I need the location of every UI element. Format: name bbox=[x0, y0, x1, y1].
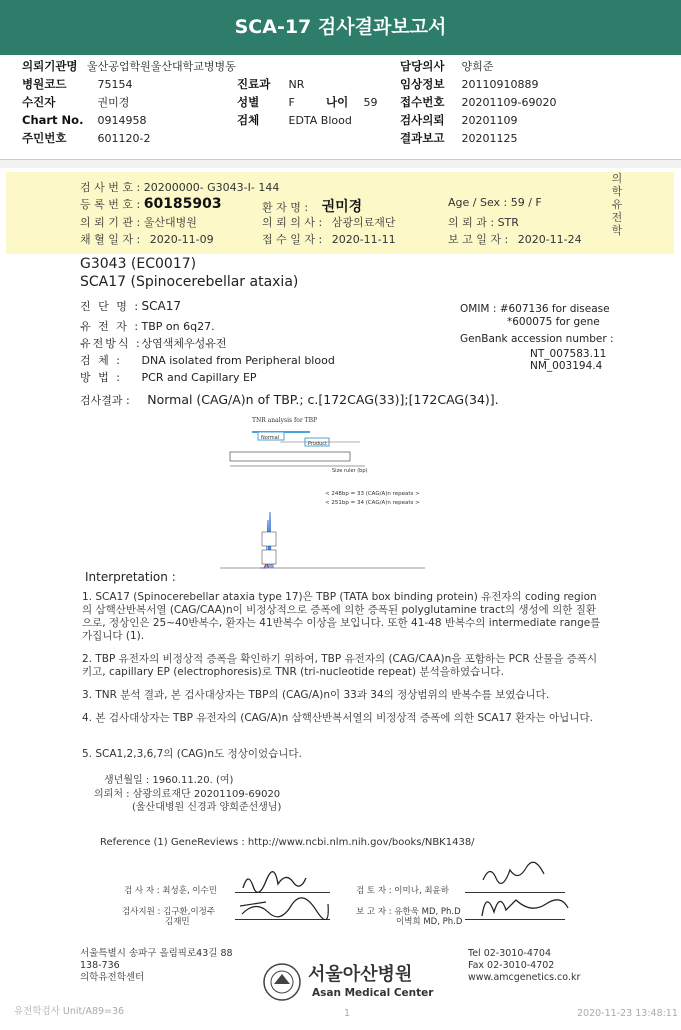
address-line-3: 의학유전학센터 bbox=[80, 972, 145, 983]
hospital-name-kr: 서울아산병원 bbox=[308, 964, 413, 985]
figure-title: TNR analysis for TBP bbox=[252, 417, 318, 424]
report-title-bar bbox=[0, 0, 681, 55]
omim-label: OMIM : bbox=[460, 303, 497, 315]
test-code: G3043 (EC0017) bbox=[80, 256, 197, 272]
exam-no-value: 20200000- G3043-I- 144 bbox=[143, 181, 280, 194]
age-label: 나이 bbox=[326, 95, 349, 109]
accession-label: 접수번호 bbox=[400, 95, 445, 109]
gene-label: 유 전 자 : bbox=[80, 320, 141, 333]
receive-value: 2020-11-11 bbox=[331, 233, 396, 246]
scanned-report bbox=[0, 168, 681, 1030]
chart-value: 0914958 bbox=[97, 114, 147, 127]
report-title: SCA-17 검사결과보고서 bbox=[234, 16, 447, 38]
sca-gene-bar bbox=[230, 452, 350, 461]
genbank-label: GenBank accession number : bbox=[460, 333, 614, 345]
mode-value: 상염색체우성유전 bbox=[141, 337, 227, 350]
specimen-value: EDTA Blood bbox=[288, 114, 352, 127]
page-number: 1 bbox=[344, 1008, 351, 1019]
address-line-2: 138-736 bbox=[80, 960, 120, 971]
peak-label-2 bbox=[262, 550, 276, 564]
dept-value: NR bbox=[288, 78, 305, 91]
reporter: 보 고 자 : 유한욱 MD, Ph.D bbox=[356, 907, 461, 917]
interpretation-1: 1. SCA17 (Spinocerebellar ataxia type 17)은 TBP (TATA box binding protein) 유전자의 coding region 의 삼핵산반복서열 (CAG/CAA)n이 비정상적으로 증폭에 의한 증폭된 polyglutamine tract의 생성에 의한 질환으로, 정상인은 25~40반복수, 환자는 41반복수 이상을 보입니다. 또한 41-48 반복수의 intermediate range를 가집니다 (1). bbox=[82, 591, 601, 642]
institution-label: 의뢰기관명 bbox=[22, 59, 78, 73]
specimen-label: 검체 bbox=[237, 113, 260, 127]
requester: 의뢰처 : 삼광의료재단 20201109-69020 bbox=[94, 789, 281, 800]
clinical-value: 20110910889 bbox=[461, 78, 539, 91]
repeat-annotation-2: < 251bp = 34 (CAG/A)n repeats > bbox=[325, 500, 420, 506]
birth-date: 생년월일 : 1960.11.20. (여) bbox=[104, 775, 234, 786]
requester-detail: (울산대병원 신경과 양희준선생님) bbox=[132, 802, 282, 813]
sample-value: DNA isolated from Peripheral blood bbox=[141, 354, 335, 367]
age-value: 59 bbox=[363, 96, 378, 109]
phone: Tel 02-3010-4704 bbox=[468, 948, 551, 959]
genbank-2: NM_003194.4 bbox=[530, 360, 603, 372]
reg-no-label: 등 록 번 호 : bbox=[80, 198, 141, 211]
request-label: 검사의뢰 bbox=[400, 113, 445, 127]
interpretation-5: 5. SCA1,2,3,6,7의 (CAG)n도 정상이었습니다. bbox=[82, 748, 302, 760]
age-sex: Age / Sex : 59 / F bbox=[448, 196, 542, 209]
reg-no-value: 60185903 bbox=[143, 196, 222, 212]
print-timestamp: 2020-11-23 13:48:11 bbox=[577, 1008, 678, 1019]
supervisor-2: 김재민 bbox=[165, 917, 190, 927]
patient-label: 수진자 bbox=[22, 95, 56, 109]
gene-value: TBP on 6q27. bbox=[141, 320, 215, 333]
report-date-label: 결과보고 bbox=[400, 131, 445, 145]
clinical-label: 임상정보 bbox=[400, 77, 445, 91]
collect-label: 채 혈 일 자 : bbox=[80, 233, 141, 246]
method-value: PCR and Capillary EP bbox=[141, 371, 257, 384]
req-inst-label: 의 뢰 기 관 : bbox=[80, 216, 141, 229]
interpretation-4: 4. 본 검사대상자는 TBP 유전자의 (CAG/A)n 삼핵산반복서열의 비정상적 증폭에 의한 SCA17 환자는 아닙니다. bbox=[82, 712, 593, 724]
dept-label: 진료과 bbox=[237, 77, 271, 91]
test-name: SCA17 (Spinocerebellar ataxia) bbox=[80, 274, 299, 290]
resident-value: 601120-2 bbox=[97, 132, 151, 145]
sample-label: 검 체 : bbox=[80, 354, 122, 367]
interpretation-2: 2. TBP 유전자의 비정상적 증폭을 확인하기 위하여, TBP 유전자의 (CAG/CAA)n을 포함하는 PCR 산물을 증폭시키고, capillary EP (electrophoresis)로 TNR (tri-nucleotide repeat) 분석을하였습니다. bbox=[82, 653, 598, 678]
result-label: 검사결과 : bbox=[80, 394, 130, 407]
dx-value: SCA17 bbox=[141, 299, 181, 313]
ward-value: STR bbox=[497, 216, 519, 229]
patient-value: 권미경 bbox=[97, 96, 130, 109]
omim-disease: #607136 for disease bbox=[499, 303, 610, 315]
hospital-code-label: 병원코드 bbox=[22, 77, 67, 91]
patient-name-label: 환 자 명 : bbox=[262, 201, 309, 214]
patient-header bbox=[0, 55, 681, 160]
receive-label: 접 수 일 자 : bbox=[262, 233, 323, 246]
resident-label: 주민번호 bbox=[22, 131, 67, 145]
examiner-signature bbox=[238, 866, 308, 894]
asan-foundation-logo bbox=[262, 962, 302, 1002]
request-value: 20201109 bbox=[461, 114, 518, 127]
req-inst-value: 울산대병원 bbox=[143, 216, 197, 229]
mode-label: 유전방식 : bbox=[80, 337, 142, 350]
method-label: 방 법 : bbox=[80, 371, 122, 384]
reference: Reference (1) GeneReviews : http://www.ncbi.nlm.nih.gov/books/NBK1438/ bbox=[100, 837, 475, 848]
doctor-label: 담당의사 bbox=[400, 59, 445, 73]
peak-label-1 bbox=[262, 532, 276, 546]
req-doctor-value: 삼광의료재단 bbox=[331, 216, 396, 229]
unit-code: 유전학검사 Unit/A89=36 bbox=[14, 1006, 125, 1017]
doctor-value: 양희준 bbox=[461, 60, 494, 73]
supervisor-signature bbox=[236, 892, 331, 920]
report-day-label: 보 고 일 자 : bbox=[448, 233, 509, 246]
reviewer: 검 토 자 : 이미나, 최윤하 bbox=[356, 886, 449, 896]
department-vertical-text: 의 학 유 전 학 bbox=[611, 172, 623, 237]
sex-label: 성별 bbox=[237, 95, 260, 109]
dx-label: 진 단 명 : bbox=[80, 300, 141, 313]
reporter-signature bbox=[476, 886, 571, 922]
tnr-figure bbox=[200, 412, 430, 577]
normal-label: Normal bbox=[261, 435, 280, 441]
req-doctor-label: 의 뢰 의 사 : bbox=[262, 216, 323, 229]
omim-gene: *600075 for gene bbox=[507, 316, 600, 328]
fax: Fax 02-3010-4702 bbox=[468, 960, 555, 971]
result-value: Normal (CAG/A)n of TBP.; c.[172CAG(33)];[172CAG(34)]. bbox=[147, 392, 499, 407]
reporter-2: 이벽희 MD, Ph.D bbox=[396, 917, 463, 927]
address-line-1: 서울특별시 송파구 올림픽로43길 88 bbox=[80, 948, 233, 959]
chart-label: Chart No. bbox=[22, 113, 84, 127]
collect-value: 2020-11-09 bbox=[149, 233, 214, 246]
institution-value: 울산공업학원울산대학교병병동 bbox=[87, 60, 236, 73]
patient-name-value: 권미경 bbox=[321, 199, 363, 215]
size-ruler-label: Size ruler (bp) bbox=[332, 468, 368, 474]
product-label: Product bbox=[308, 441, 327, 447]
report-day-value: 2020-11-24 bbox=[517, 233, 582, 246]
ward-label: 의 뢰 과 : bbox=[448, 216, 495, 229]
interpretation-3: 3. TNR 분석 결과, 본 검사대상자는 TBP의 (CAG/A)n이 33과 34의 정상범위의 반복수를 보였습니다. bbox=[82, 689, 550, 701]
report-date-value: 20201125 bbox=[461, 132, 518, 145]
genbank-1: NT_007583.11 bbox=[530, 348, 607, 360]
hospital-code-value: 75154 bbox=[97, 78, 133, 91]
examiner: 검 사 자 : 최성훈, 이수민 bbox=[124, 886, 217, 896]
exam-no-label: 검 사 번 호 : bbox=[80, 181, 141, 194]
interpretation-heading: Interpretation : bbox=[85, 570, 176, 584]
sex-value: F bbox=[288, 96, 295, 109]
supervisor: 검사지원 : 김구환,이정주 bbox=[122, 907, 216, 917]
website: www.amcgenetics.co.kr bbox=[468, 972, 581, 983]
repeat-annotation-1: < 248bp = 33 (CAG/A)n repeats > bbox=[325, 491, 420, 497]
hospital-name-en: Asan Medical Center bbox=[312, 987, 434, 999]
accession-value: 20201109-69020 bbox=[461, 96, 557, 109]
